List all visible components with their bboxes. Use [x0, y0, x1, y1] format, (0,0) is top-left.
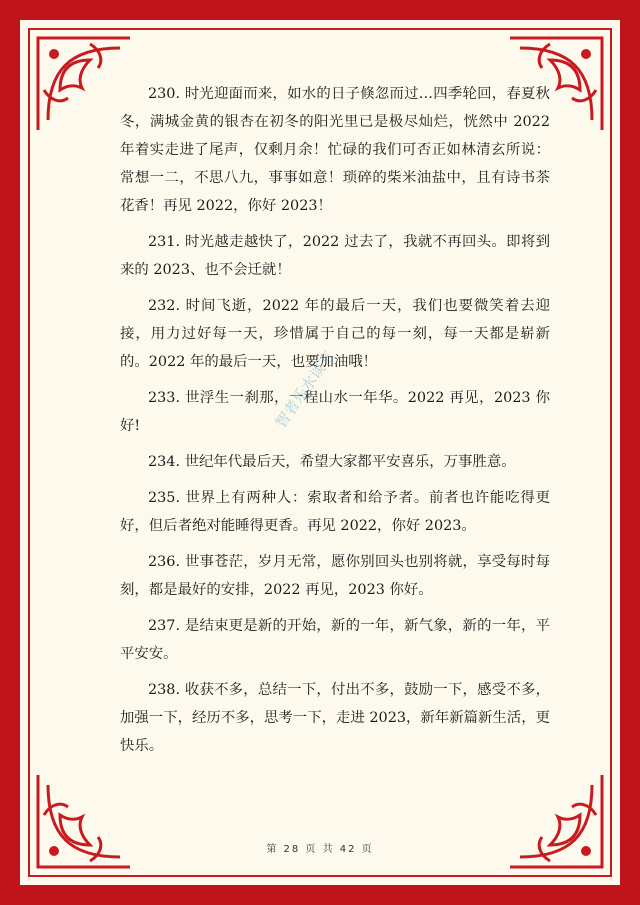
paragraph-233: 233. 世浮生一刹那，一程山水一年华。2022 再见，2023 你好! [120, 390, 550, 434]
document-body [120, 80, 550, 768]
paragraph-232: 232. 时间飞逝，2022 年的最后一天，我们也要微笑着去迎接，用力过好每一天，珍惜属于自己的每一刻，每一天都是崭新的。2022 年的最后一天，也要加油哦！ [120, 298, 550, 370]
paragraph-238: 238. 收获不多，总结一下，付出不多，鼓励一下，感受不多，加强一下，经历不多，思考一下，走进 2023，新年新篇新生活，更快乐。 [120, 682, 550, 754]
page-footer: 第 28 页 共 42 页 [266, 844, 374, 855]
corner-ornament-icon [30, 765, 140, 875]
paragraph-235: 235. 世界上有两种人：索取者和给予者。前者也许能吃得更好，但后者绝对能睡得更香。再见 2022，你好 2023。 [120, 490, 550, 534]
paragraph-237: 237. 是结束更是新的开始，新的一年，新气象，新的一年，平平安安。 [120, 618, 550, 662]
paragraph-231: 231. 时光越走越快了，2022 过去了，我就不再回头。即将到来的 2023、也不会迁就！ [120, 234, 550, 278]
corner-ornament-icon [500, 765, 610, 875]
paragraph-234: 234. 世纪年代最后天，希望大家都平安喜乐，万事胜意。 [148, 454, 516, 470]
paragraph-236: 236. 世事苍茫，岁月无常，愿你别回头也别将就，享受每时每刻，都是最好的安排，2022 再见，2023 你好。 [120, 554, 550, 598]
watermark: 智者乐水谈言 [271, 347, 339, 432]
paragraph-230: 230. 时光迎面而来，如水的日子倏忽而过…四季轮回，春夏秋冬，满城金黄的银杏在初冬的阳光里已是极尽灿烂，恍然中 2022 年着实走进了尾声，仅剩月余！忙碌的我们可否正如林清玄所说：常想一二，不思八九，事事如意！琐碎的柴米油盐中，且有诗书茶花香！再见 2022，你好 2023！ [120, 86, 550, 214]
